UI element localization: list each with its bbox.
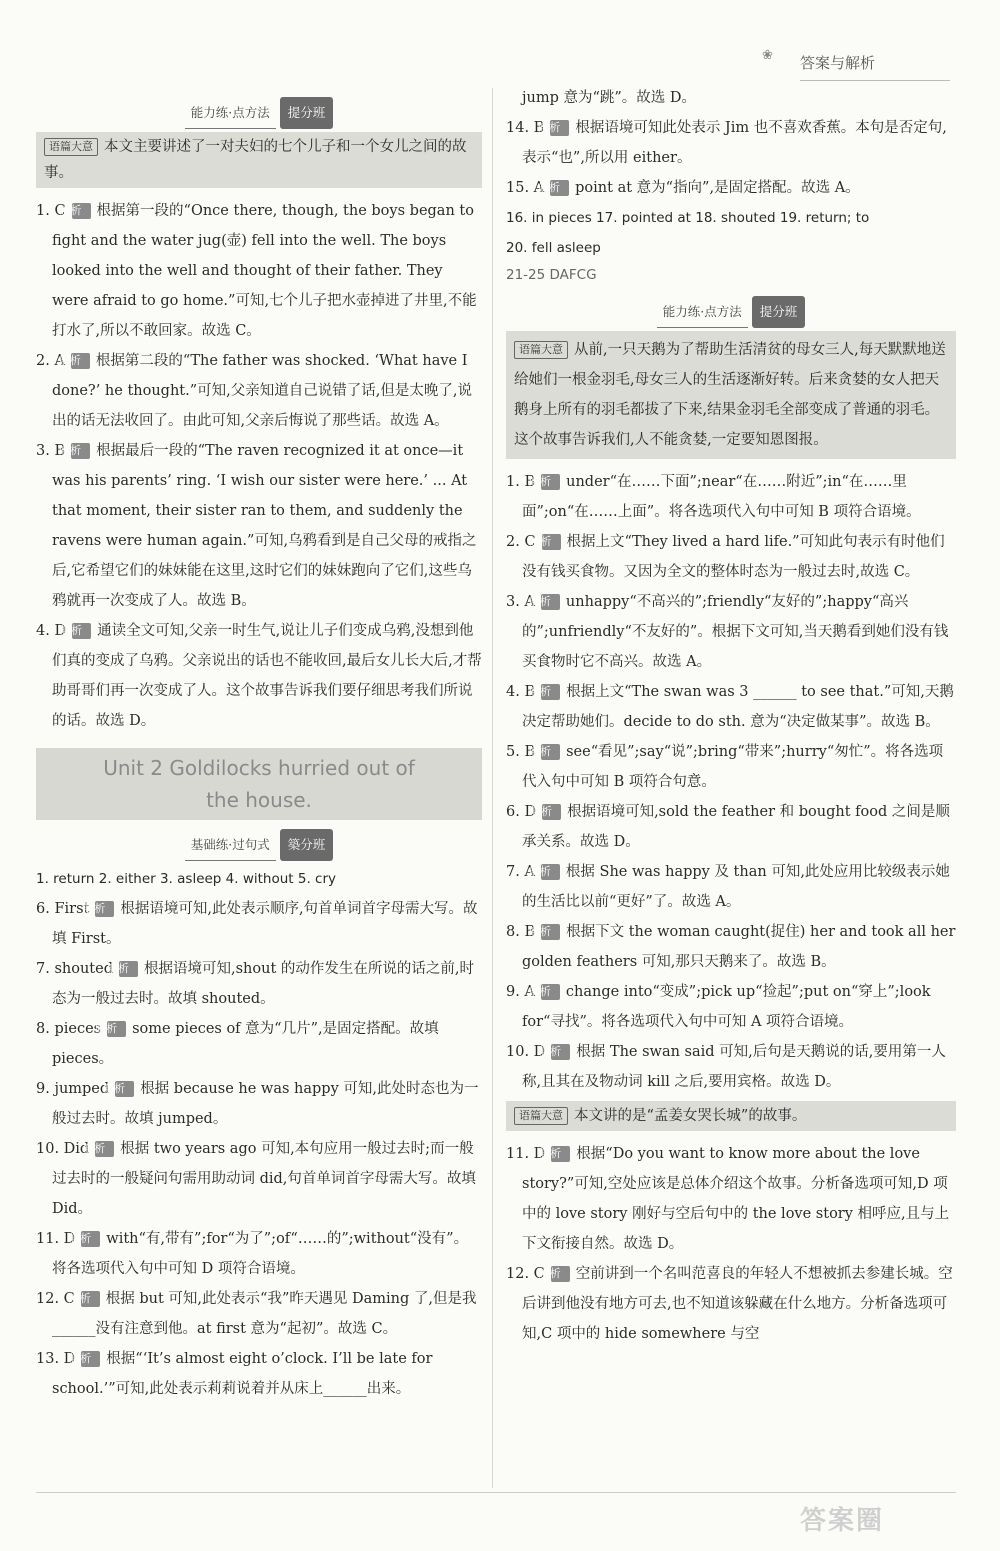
left-column — [36, 96, 482, 1404]
analysis-badge: 解析 — [542, 804, 561, 820]
answer-line: 1. return 2. either 3. asleep 4. without 5. cry — [36, 871, 337, 887]
answer-item — [506, 857, 956, 917]
answer-number: 1. B — [506, 474, 536, 490]
analysis-badge: 解析 — [72, 203, 91, 219]
answer-explanation: 根据第一段的“Once there, though, the boys began to fight and the water jug(壶) fell into the well. The boys looked into the well and thought of their father. They were afraid to go home.”可知,七个儿子把水壶掉进了井里,不能打水了,所以不敢回家。故选 C。 — [52, 203, 477, 339]
answer-explanation: change into“变成”;pick up“捡起”;put on“穿上”;look for“寻找”。将各选项代入句中可知 A 项符合语境。 — [522, 984, 931, 1030]
analysis-badge: 解析 — [107, 1021, 126, 1037]
passage-summary — [506, 331, 956, 459]
answer-item — [506, 467, 956, 527]
answer-number: 9. A — [506, 984, 535, 1000]
analysis-badge: 解析 — [115, 1081, 134, 1097]
answer-number: 6. D — [506, 804, 537, 820]
answer-item — [506, 173, 956, 203]
analysis-badge: 解析 — [551, 1266, 570, 1282]
answer-item — [36, 616, 482, 736]
answer-number: 2. C — [506, 534, 536, 550]
answer-line: 21-25 DAFCG — [506, 267, 597, 283]
analysis-badge: 解析 — [541, 594, 560, 610]
analysis-badge: 解析 — [550, 180, 569, 196]
answer-number: 9. jumped — [36, 1081, 110, 1097]
analysis-badge: 解析 — [541, 684, 560, 700]
answer-number: 10. Did — [36, 1141, 90, 1157]
summary-badge: 语篇大意 — [514, 1107, 568, 1125]
answer-explanation: 根据“‘It’s almost eight o’clock. I’ll be late for school.’”可知,此处表示莉莉说着并从床上______出来。 — [52, 1351, 433, 1397]
unit-title-line2: the house. — [206, 788, 312, 812]
answer-explanation: under“在……下面”;near“在……附近”;in“在……里面”;on“在……上面”。将各选项代入句中可知 B 项符合语境。 — [522, 474, 921, 520]
answer-item — [506, 1259, 956, 1349]
answer-item — [36, 954, 482, 1014]
column-divider — [492, 88, 493, 1488]
answer-item — [506, 113, 956, 173]
answer-item — [36, 1074, 482, 1134]
analysis-badge: 解析 — [71, 443, 90, 459]
right-column — [506, 83, 956, 1349]
analysis-badge: 解析 — [119, 961, 138, 977]
answer-number: 3. B — [36, 443, 66, 459]
section-tag-text: 能力练·点方法 — [185, 98, 276, 129]
answer-number: 5. B — [506, 744, 536, 760]
answer-explanation: 根据语境可知,shout 的动作发生在所说的话之前,时态为一般过去时。故填 shouted。 — [52, 961, 474, 1007]
answer-explanation: unhappy“不高兴的”;friendly“友好的”;happy“高兴的”;unfriendly“不友好的”。根据下文可知,当天鹅看到她们没有钱买食物时它不高兴。故选 A。 — [522, 594, 949, 670]
answer-explanation: 根据“Do you want to know more about the love story?”可知,空处应该是总体介绍这个故事。分析备选项可知,D 项中的 love story 刚好与空后句中的 the love story 相呼应,且与上下文衔接自然。故选 D。 — [522, 1146, 950, 1252]
answer-number: 8. pieces — [36, 1021, 102, 1037]
bottom-rule — [36, 1492, 956, 1493]
answer-list — [36, 894, 482, 1404]
answer-number: 15. A — [506, 180, 545, 196]
unit-title — [36, 748, 482, 820]
answer-explanation: 根据上文“The swan was 3 ______ to see that.”可知,天鹅决定帮助她们。decide to do sth. 意为“决定做某事”。故选 B。 — [522, 684, 954, 730]
answer-explanation: 空前讲到一个名叫范喜良的年轻人不想被抓去参建长城。空后讲到他没有地方可去,也不知道该躲藏在什么地方。分析备选项可知,C 项中的 hide somewhere 与空 — [522, 1266, 953, 1342]
answer-number: 11. D — [506, 1146, 546, 1162]
summary-text: 本文主要讲述了一对夫妇的七个儿子和一个女儿之间的故事。 — [44, 139, 467, 181]
answer-number: 1. C — [36, 203, 66, 219]
answer-explanation: 根据 The swan said 可知,后句是天鹅说的话,要用第一人称,且其在及物动词 kill 之后,要用宾格。故选 D。 — [522, 1044, 946, 1090]
answer-item — [506, 737, 956, 797]
answer-line: 16. in pieces 17. pointed at 18. shouted 19. return; to — [506, 210, 870, 226]
answer-item — [36, 196, 482, 346]
answer-number: 12. C — [36, 1291, 75, 1307]
analysis-badge: 解析 — [95, 1141, 114, 1157]
answer-number: 13. D — [36, 1351, 76, 1367]
analysis-badge: 解析 — [551, 1146, 570, 1162]
answer-number: 11. D — [36, 1231, 76, 1247]
header-logo-icon: ❀ — [762, 48, 773, 63]
analysis-badge: 解析 — [81, 1351, 100, 1367]
answer-number: 10. D — [506, 1044, 546, 1060]
analysis-badge: 解析 — [541, 864, 560, 880]
analysis-badge: 解析 — [81, 1291, 100, 1307]
answer-explanation: 根据语境可知,此处表示顺序,句首单词首字母需大写。故填 First。 — [52, 901, 478, 947]
answer-item — [36, 1344, 482, 1404]
section-tag — [36, 830, 482, 860]
answer-number: 3. A — [506, 594, 535, 610]
answer-explanation: see“看见”;say“说”;bring“带来”;hurry“匆忙”。将各选项代入句中可知 B 项符合句意。 — [522, 744, 944, 790]
answer-item — [506, 527, 956, 587]
answer-item — [506, 1037, 956, 1097]
answer-item — [36, 1014, 482, 1074]
answer-explanation: 根据 She was happy 及 than 可知,此处应用比较级表示她的生活比以前“更好”了。故选 A。 — [522, 864, 950, 910]
section-tag-text: 能力练·点方法 — [657, 297, 748, 328]
answer-number: 4. B — [506, 684, 536, 700]
answer-explanation: with“有,带有”;for“为了”;of“……的”;without“没有”。将各选项代入句中可知 D 项符合语境。 — [52, 1231, 469, 1277]
answer-explanation: 根据第二段的“The father was shocked. ‘What have I done?’ he thought.”可知,父亲知道自己说错了话,但是太晚了,说出的话无法收回了。由此可知,父亲后悔说了那些话。故选 A。 — [52, 353, 472, 429]
analysis-badge: 解析 — [541, 474, 560, 490]
answer-explanation: 根据语境可知,sold the feather 和 bought food 之间是顺承关系。故选 D。 — [522, 804, 950, 850]
answer-number: 4. D — [36, 623, 67, 639]
analysis-badge: 解析 — [71, 353, 90, 369]
section-tag-text: 基础练·过句式 — [185, 830, 276, 861]
answer-number: 8. B — [506, 924, 536, 940]
analysis-badge: 解析 — [542, 534, 561, 550]
passage-summary — [506, 1101, 956, 1131]
answer-explanation: 根据 two years ago 可知,本句应用一般过去时;而一般过去时的一般疑问句需用助动词 did,句首单词首字母需大写。故填 Did。 — [52, 1141, 476, 1217]
answer-item — [36, 1284, 482, 1344]
answer-list — [36, 196, 482, 736]
answer-explanation: point at 意为“指向”,是固定搭配。故选 A。 — [575, 180, 860, 196]
summary-text: 从前,一只天鹅为了帮助生活清贫的母女三人,每天默默地送给她们一根金羽毛,母女三人的生活逐渐好转。后来贪婪的女人把天鹅身上所有的羽毛都拔了下来,结果金羽毛全部变成了普通的羽毛。这个故事告诉我们,人不能贪婪,一定要知恩图报。 — [514, 342, 946, 448]
section-tag-badge: 築分班 — [280, 829, 334, 861]
answer-item — [506, 917, 956, 977]
answer-explanation: 根据 but 可知,此处表示“我”昨天遇见 Daming 了,但是我______没有注意到他。at first 意为“起初”。故选 C。 — [52, 1291, 477, 1337]
answer-explanation: 根据上文“They lived a hard life.”可知此句表示有时他们没有钱买食物。又因为全文的整体时态为一般过去时,故选 C。 — [522, 534, 945, 580]
answer-list — [506, 467, 956, 1097]
answer-item — [36, 1134, 482, 1224]
answer-number: 12. C — [506, 1266, 545, 1282]
unit-title-line1: Unit 2 Goldilocks hurried out of — [103, 756, 415, 780]
section-tag — [36, 98, 482, 128]
answer-explanation: some pieces of 意为“几片”,是固定搭配。故填 pieces。 — [52, 1021, 439, 1067]
answer-list — [506, 1139, 956, 1349]
analysis-badge: 解析 — [541, 984, 560, 1000]
watermark-logo: 答案圈 — [800, 1506, 885, 1536]
answer-item — [506, 677, 956, 737]
answer-number: 7. A — [506, 864, 535, 880]
answer-explanation: 根据最后一段的“The raven recognized it at once—it was his parents’ ring. ‘I wish our sister were here.’ ... At that moment, their sister ran to them, and suddenly the ravens were human again.”可知,乌鸦看到是自己父母的戒指之后,它希望它们的妹妹能在这里,这时它们的妹妹跑向了它们,这些乌鸦就再一次变成了人。故选 B。 — [52, 443, 477, 609]
header-title: 答案与解析 — [800, 44, 950, 81]
answer-item — [506, 977, 956, 1037]
answer-item — [506, 797, 956, 857]
continued-text: jump 意为“跳”。故选 D。 — [522, 90, 697, 106]
answer-item — [36, 894, 482, 954]
summary-badge: 语篇大意 — [514, 341, 568, 359]
answer-number: 6. First — [36, 901, 90, 917]
answer-item — [36, 1224, 482, 1284]
answer-item — [36, 346, 482, 436]
answer-item — [506, 587, 956, 677]
answer-number: 14. B — [506, 120, 545, 136]
answer-explanation: 根据下文 the woman caught(捉住) her and took all her golden feathers 可知,那只天鹅来了。故选 B。 — [522, 924, 956, 970]
summary-text: 本文讲的是“孟姜女哭长城”的故事。 — [574, 1108, 807, 1124]
analysis-badge: 解析 — [551, 1044, 570, 1060]
answer-explanation: 通读全文可知,父亲一时生气,说让儿子们变成乌鸦,没想到他们真的变成了乌鸦。父亲说出的话也不能收回,最后女儿长大后,才帮助哥哥们再一次变成了人。这个故事告诉我们要仔细思考我们所说的话。故选 D。 — [52, 623, 482, 729]
analysis-badge: 解析 — [72, 623, 91, 639]
answer-explanation: 根据 because he was happy 可知,此处时态也为一般过去时。故填 jumped。 — [52, 1081, 479, 1127]
section-tag-badge: 提分班 — [280, 97, 334, 129]
analysis-badge: 解析 — [541, 744, 560, 760]
analysis-badge: 解析 — [550, 120, 569, 136]
answer-line: 20. fell asleep — [506, 240, 601, 256]
analysis-badge: 解析 — [81, 1231, 100, 1247]
passage-summary — [36, 132, 482, 188]
section-tag-badge: 提分班 — [752, 296, 806, 328]
summary-badge: 语篇大意 — [44, 138, 98, 156]
analysis-badge: 解析 — [541, 924, 560, 940]
answer-list — [506, 113, 956, 203]
section-tag — [506, 297, 956, 327]
answer-item — [506, 1139, 956, 1259]
answer-number: 7. shouted — [36, 961, 113, 977]
analysis-badge: 解析 — [95, 901, 114, 917]
answer-explanation: 根据语境可知此处表示 Jim 也不喜欢香蕉。本句是否定句,表示“也”,所以用 either。 — [522, 120, 947, 166]
answer-number: 2. A — [36, 353, 65, 369]
answer-item — [36, 436, 482, 616]
